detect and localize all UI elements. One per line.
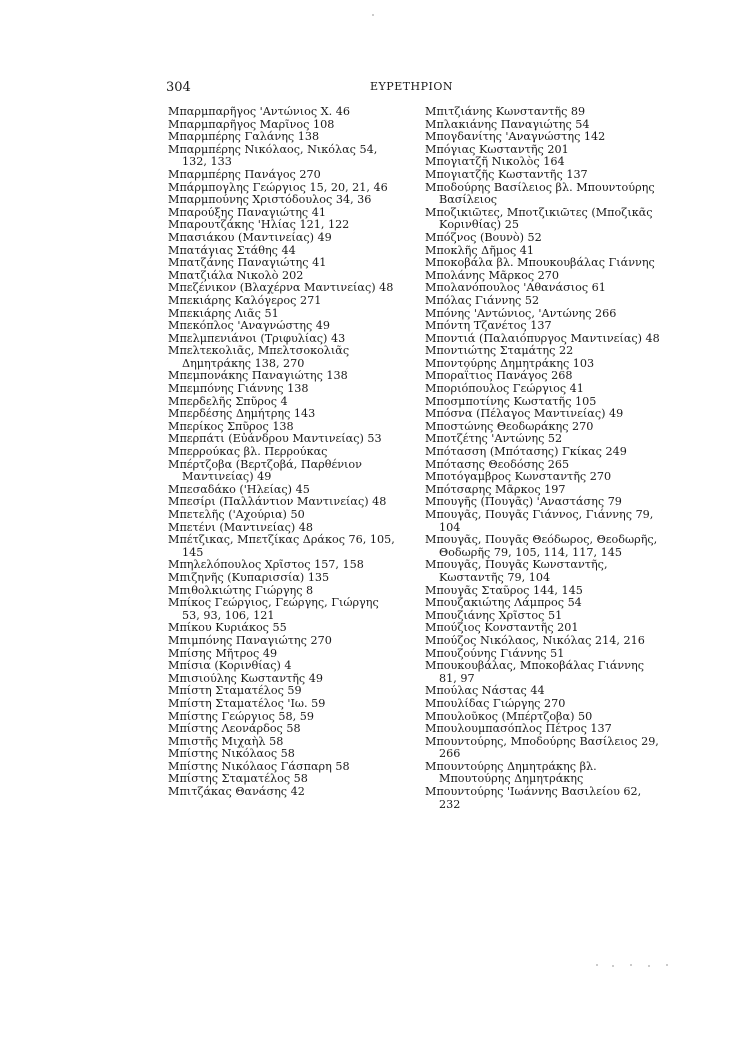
scan-speck [648, 965, 650, 967]
index-entry: Μπογιατζῆς Κωσταντῆς 137 [425, 167, 588, 181]
index-entry: Μπεκόπλος 'Αναγνώστης 49 [168, 319, 331, 333]
scan-speck [630, 964, 632, 966]
index-entry: Μπουντούρης 'Ιωάννης Βασιλείου 62, 232 [425, 785, 642, 811]
index-entry: Μπαρουτζάκης 'Ηλίας 121, 122 [168, 218, 350, 232]
index-entry: Μπατάγιας Στάθης 44 [168, 243, 296, 257]
index-entry: Μποζικιῶτες, Μποτζικιῶτες (Μποζικᾶς Κορινθίας) 25 [425, 205, 653, 232]
index-entry: Μπίσια (Κορινθίας) 4 [168, 659, 292, 673]
index-entry: Μπουζούνης Γιάννης 51 [425, 646, 565, 660]
scan-speck [596, 964, 598, 966]
index-entry: Μπίστη Σταματέλος 'Ιω. 59 [168, 696, 326, 710]
index-entry: Μπλακιάνης Παναγιώτης 54 [425, 117, 590, 131]
index-entry: Μπουγᾶς, Πουγᾶς Θεόδωρος, Θεοδωρῆς, Θοδωρῆς 79, 105, 114, 117, 145 [425, 533, 658, 559]
index-entry: Μπισιούλης Κωσταντῆς 49 [168, 671, 323, 685]
index-entry: Μπεσίρι (Παλλάντιον Μαντινείας) 48 [168, 495, 387, 509]
index-entry: Μπουγῆς (Πουγᾶς) 'Αναστάσης 79 [425, 495, 622, 509]
index-entry: Μποτόγαμβρος Κωνσταντῆς 270 [425, 470, 612, 484]
index-entry: Μπίκου Κυριάκος 55 [168, 621, 287, 635]
index-column-right [425, 106, 665, 811]
index-entry: Μπεμπονάκης Παναγιώτης 138 [168, 369, 348, 383]
index-entry: Μποδούρης Βασίλειος βλ. Μπουντούρης Βασίλειος [425, 180, 655, 207]
index-entry: Μπερδελῆς Σπῦρος 4 [168, 394, 288, 408]
index-entry: Μπιτζιάνης Κωνσταντῆς 89 [425, 105, 586, 118]
index-entry: Μπιστῆς Μιχαὴλ 58 [168, 734, 284, 748]
index-entry: Μπερίκος Σπῦρος 138 [168, 419, 294, 433]
scan-speck [372, 14, 374, 16]
index-column-left [168, 106, 400, 799]
index-entry: Μπατζάνης Παναγιώτης 41 [168, 256, 327, 270]
index-entry: Μπολανόπουλος 'Αθανάσιος 61 [425, 281, 606, 295]
index-entry: Μπότασης Θεοδόσης 265 [425, 457, 570, 471]
index-entry: Μπερρούκας βλ. Περρούκας [168, 445, 328, 459]
index-entry: Μπόλας Γιάννης 52 [425, 293, 540, 307]
index-entry: Μπίκος Γεώργιος, Γεώργης, Γιώργης 53, 93, 106, 121 [168, 596, 379, 622]
index-entry: Μπόζνος (Βουνὸ) 52 [425, 230, 542, 244]
index-entry: Μπιζηνῆς (Κυπαρισσία) 135 [168, 570, 330, 584]
index-entry: Μπουγᾶς, Πουγᾶς Κωνσταντῆς, Κωσταντῆς 79, 104 [425, 558, 608, 584]
index-entry: Μπουζακιώτης Λάμπρος 54 [425, 596, 582, 610]
index-entry: Μπίστης Σταματέλος 58 [168, 772, 308, 786]
index-entry: Μποτζέτης 'Αντώνης 52 [425, 432, 563, 446]
index-entry: Μπερδέσης Δημήτρης 143 [168, 407, 316, 421]
index-entry: Μπόσνα (Πέλαγος Μαντινείας) 49 [425, 407, 624, 421]
index-entry: Μπαρούξης Παναγιώτης 41 [168, 205, 326, 219]
index-entry: Μπεμπόνης Γιάννης 138 [168, 382, 309, 396]
scan-speck [612, 965, 614, 967]
index-entry: Μπίστης Νικόλαος 58 [168, 747, 295, 761]
index-entry: Μποντιώτης Σταμάτης 22 [425, 344, 574, 358]
index-entry: Μπούζος Νικόλαος, Νικόλας 214, 216 [425, 633, 645, 647]
index-entry: Μπαρμπαρῆγος Μαρῖνος 108 [168, 117, 335, 131]
index-entry: Μπαρμπαρῆγος 'Αντώνιος Χ. 46 [168, 105, 350, 118]
index-entry: Μπουντούρης, Μποδούρης Βασίλειος 29, 266 [425, 734, 659, 761]
index-entry: Μποντούρης Δημητράκης 103 [425, 356, 595, 370]
index-entry: Μπατζιάλα Νικολὸ 202 [168, 268, 304, 282]
index-entry: Μπιμπόνης Παναγιώτης 270 [168, 633, 332, 647]
index-entry: Μπέτζικας, Μπετζίκας Δράκος 76, 105, 145 [168, 533, 395, 559]
index-entry: Μπέρτζοβα (Βερτζοβά, Παρθένιον Μαντινείας) 49 [168, 457, 362, 484]
index-entry: Μπίστης Γεώργιος 58, 59 [168, 709, 315, 723]
index-entry: Μπάρμπογλης Γεώργιος 15, 20, 21, 46 [168, 180, 388, 194]
index-entry: Μπαρμπέρης Γαλάνης 138 [168, 130, 320, 144]
index-entry: Μποστώνης Θεοδωράκης 270 [425, 419, 594, 433]
index-entry: Μποκοβάλα βλ. Μπουκουβάλας Γιάννης [425, 256, 655, 270]
index-entry: Μπηλελόπουλος Χρῖστος 157, 158 [168, 558, 364, 572]
index-entry: Μπετένι (Μαντινείας) 48 [168, 520, 314, 534]
index-entry: Μπόνης 'Αντώνιος, 'Αντώνης 266 [425, 306, 617, 320]
index-entry: Μποκλῆς Δῆμος 41 [425, 243, 534, 257]
index-entry: Μποριόπουλος Γεώργιος 41 [425, 382, 584, 396]
index-entry: Μπογδανίτης 'Αναγνώστης 142 [425, 130, 606, 144]
index-entry: Μπαρμπέρης Πανάγος 270 [168, 167, 321, 181]
scan-speck [666, 964, 668, 966]
index-entry: Μπιθολκιώτης Γιώργης 8 [168, 583, 314, 597]
index-entry: Μπίσης Μῆτρος 49 [168, 646, 278, 660]
index-entry: Μπουκουβάλας, Μποκοβάλας Γιάννης 81, 97 [425, 659, 644, 685]
index-entry: Μπίστης Νικόλαος Γάσπαρη 58 [168, 759, 350, 773]
index-entry: Μπίστης Λεονάρδος 58 [168, 722, 301, 736]
index-entry: Μπουγᾶς Σταῦρος 144, 145 [425, 583, 583, 597]
index-entry: Μπελτεκολιᾶς, Μπελτσοκολιᾶς Δημητράκης 138, 270 [168, 344, 350, 370]
index-entry: Μποραΐτιος Πανάγος 268 [425, 369, 573, 383]
index-entry: Μπεκιάρης Καλόγερος 271 [168, 293, 322, 307]
index-entry: Μπολάνης Μᾶρκος 270 [425, 268, 560, 282]
index-entry: Μπούζιος Κονσταντῆς 201 [425, 621, 579, 635]
index-entry: Μπούλας Νάστας 44 [425, 684, 545, 698]
index-entry: Μπεσαδάκο ('Ηλείας) 45 [168, 482, 310, 496]
index-entry: Μπουλίδας Γιώργης 270 [425, 696, 566, 710]
index-entry: Μπόντη Τζανέτος 137 [425, 319, 552, 333]
index-entry: Μπουλουμπασόπλος Πέτρος 137 [425, 722, 612, 736]
index-entry: Μπουλοῦκος (Μπέρτζοβα) 50 [425, 709, 593, 723]
index-entry: Μπουγᾶς, Πουγᾶς Γιάννος, Γιάννης 79, 104 [425, 508, 654, 534]
index-entry: Μπουντούρης Δημητράκης βλ. Μπουτούρης Δημητράκης [425, 759, 597, 786]
index-entry: Μπετελῆς ('Αχούρια) 50 [168, 508, 305, 521]
index-entry: Μπελμπενιάνοι (Τριφυλίας) 43 [168, 331, 346, 345]
page-title: ΕΥΡΕΤΗΡΙΟΝ [370, 80, 454, 93]
page-number: 304 [166, 80, 191, 95]
index-entry: Μποντιά (Παλαιόπυργος Μαντινείας) 48 [425, 331, 660, 345]
index-entry: Μπαρμπέρης Νικόλαος, Νικόλας 54, 132, 133 [168, 142, 378, 169]
index-entry: Μποσμποτίνης Κωστατῆς 105 [425, 394, 597, 408]
index-entry: Μπότασση (Μπότασης) Γκίκας 249 [425, 445, 627, 459]
index-entry: Μπουζιάνης Χρῖστος 51 [425, 608, 563, 622]
index-entry: Μπασιάκου (Μαντινείας) 49 [168, 230, 332, 244]
index-entry: Μπιτζάκας Θανάσης 42 [168, 785, 305, 799]
index-entry: Μπαρμπούνης Χριστόδουλος 34, 36 [168, 193, 372, 207]
index-entry: Μπόγιας Κωσταντῆς 201 [425, 142, 569, 156]
index-entry: Μπερπάτι (Εὐάνδρου Μαντινείας) 53 [168, 432, 382, 446]
index-entry: Μπεκιάρης Λιᾶς 51 [168, 306, 279, 320]
index-entry: Μπεζένικον (Βλαχέρνα Μαντινείας) 48 [168, 281, 394, 295]
index-entry: Μπίστη Σταματέλος 59 [168, 684, 302, 698]
index-entry: Μπογιατζῆ Νικολὸς 164 [425, 155, 565, 169]
index-entry: Μπότσαρης Μᾶρκος 197 [425, 482, 566, 496]
